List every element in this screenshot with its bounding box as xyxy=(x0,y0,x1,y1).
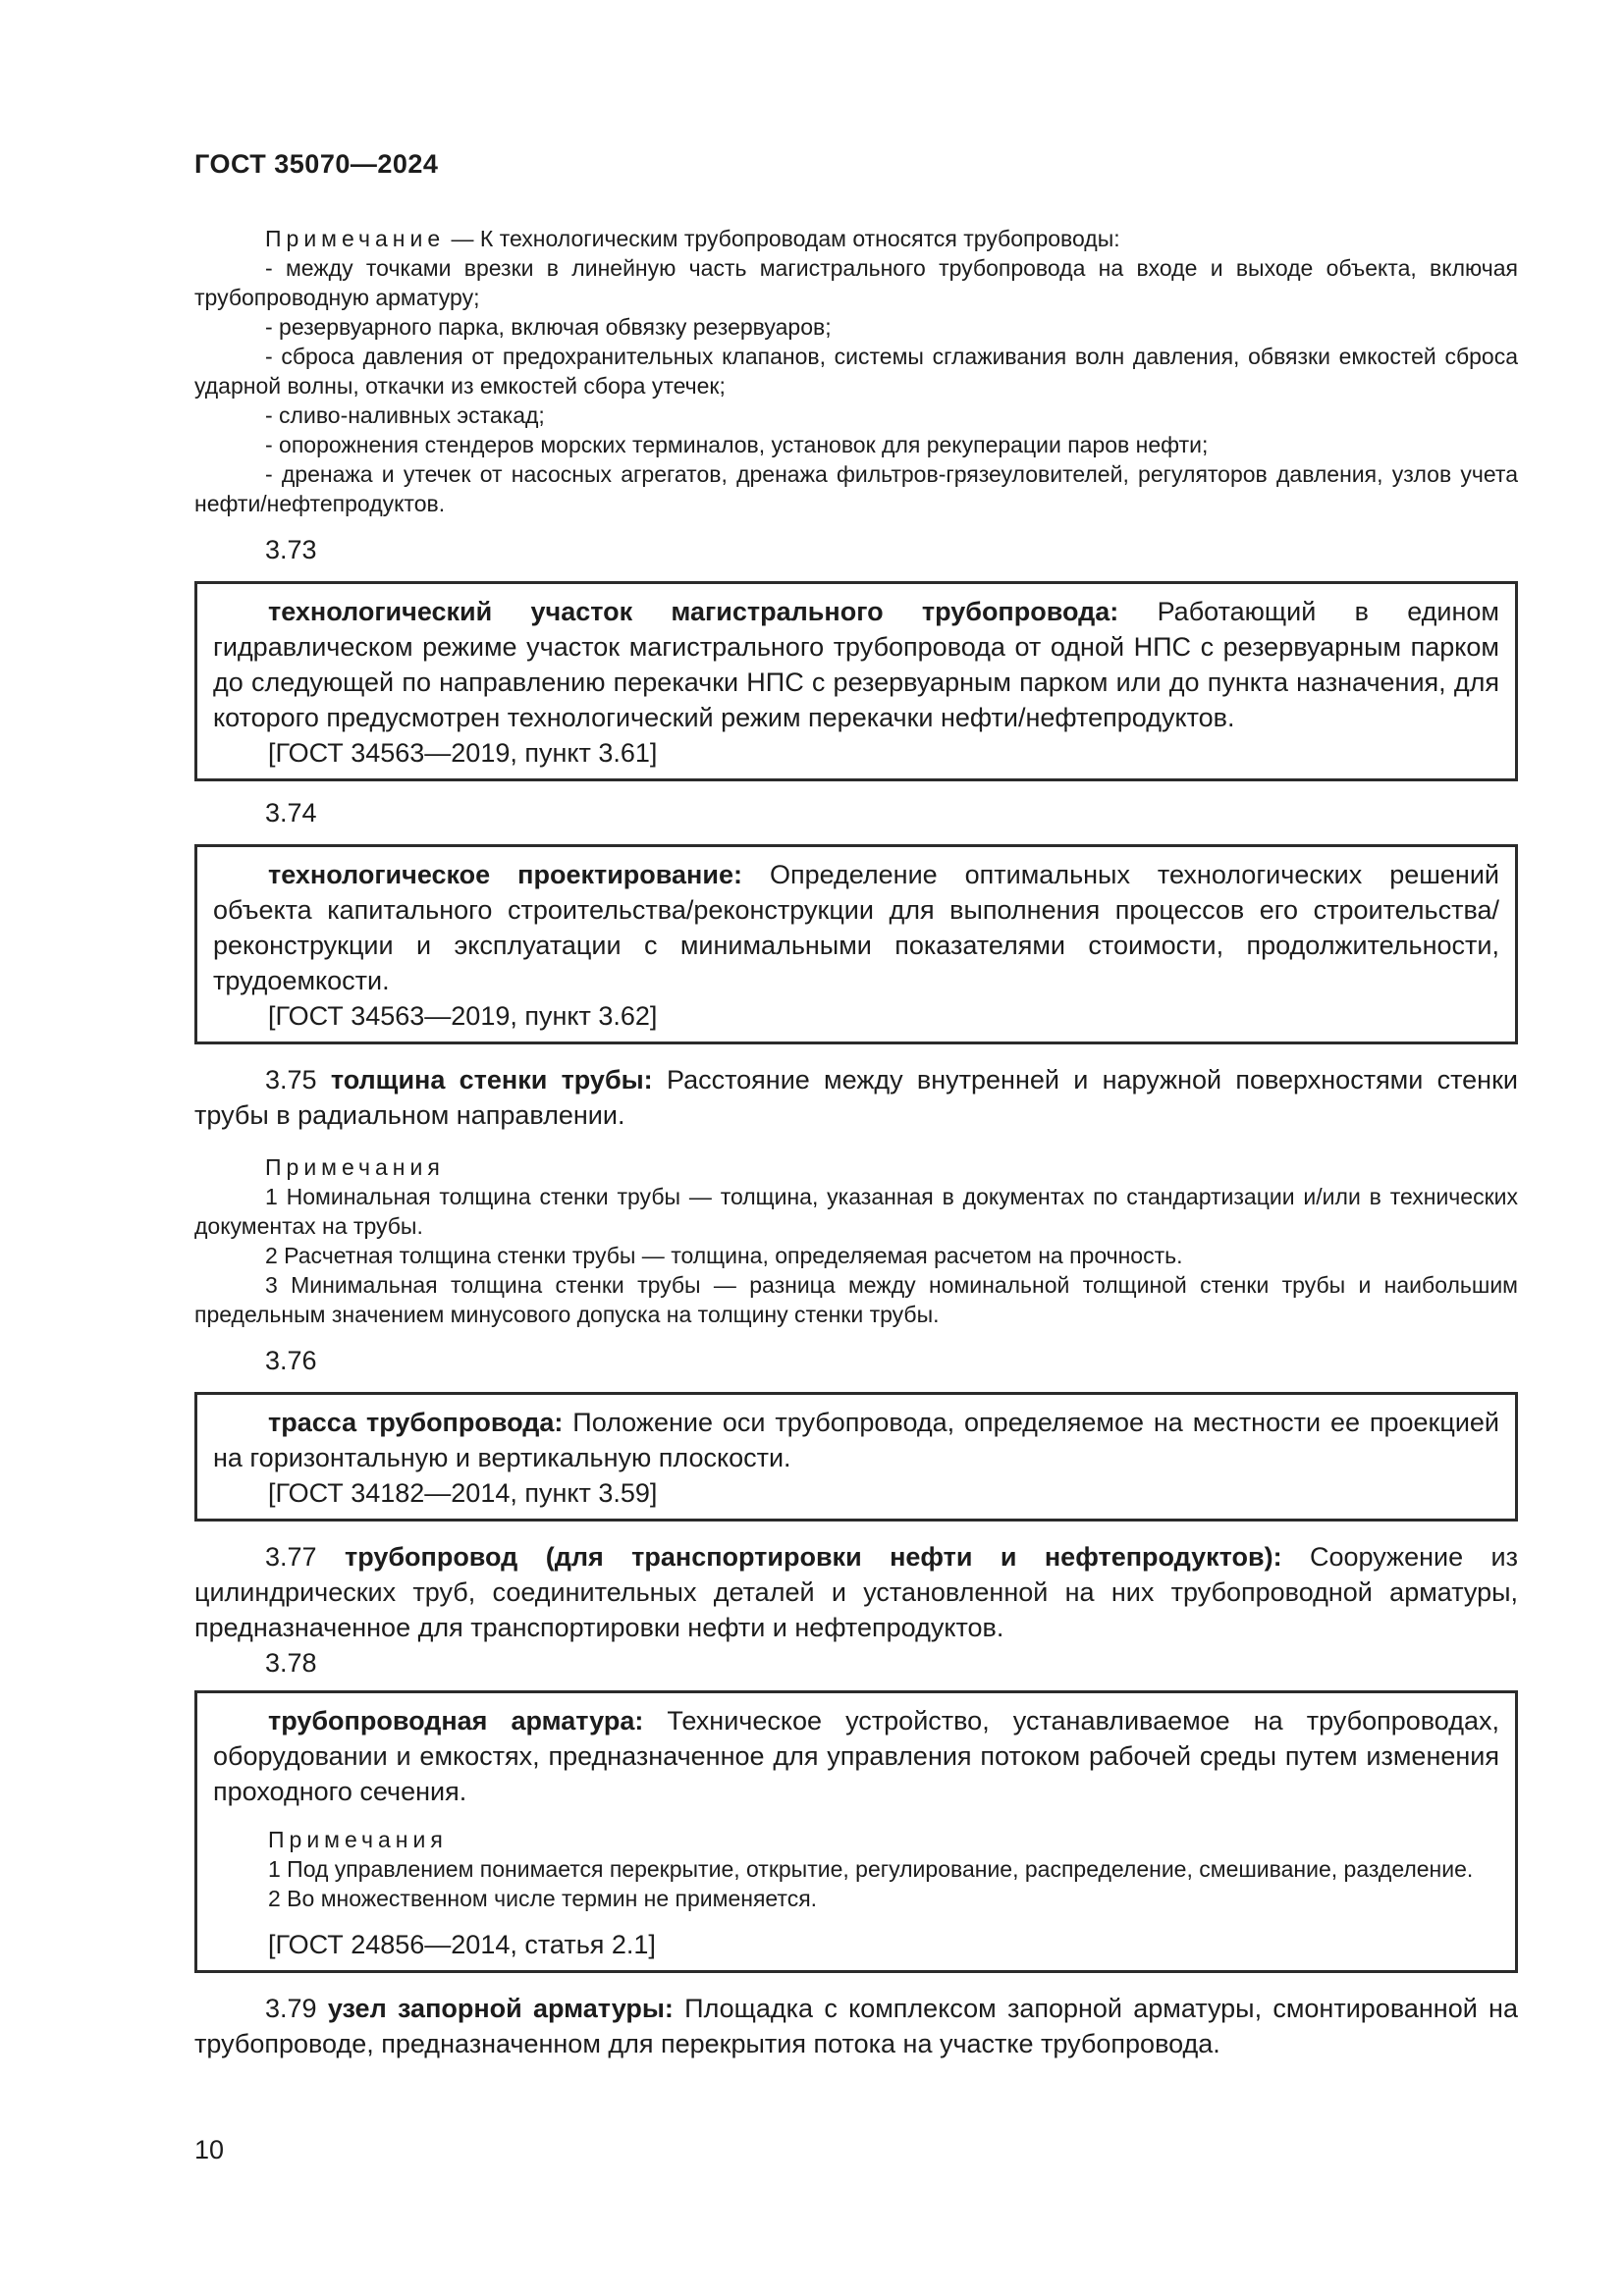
document-header: ГОСТ 35070—2024 xyxy=(194,149,439,179)
intro-note xyxy=(194,224,1518,518)
term-name: технологический участок магистрального трубопровода: xyxy=(268,597,1119,626)
term-name: узел запорной арматуры: xyxy=(327,1994,674,2023)
note-item: 2 Расчетная толщина стенки трубы — толщина, определяемая расчетом на прочность. xyxy=(265,1243,1183,1268)
term-3-77 xyxy=(194,1539,1518,1645)
term-3-78-notes xyxy=(213,1825,1499,1913)
note-item: - между точками врезки в линейную часть магистрального трубопровода на входе и выходе объекта, включая трубопроводную арматуру; xyxy=(194,255,1518,310)
note-item: 2 Во множественном числе термин не применяется. xyxy=(268,1886,818,1911)
term-name: толщина стенки трубы: xyxy=(330,1065,653,1095)
term-source: [ГОСТ 34563—2019, пункт 3.61] xyxy=(268,738,658,768)
note-item: 3 Минимальная толщина стенки трубы — разница между номинальной толщиной стенки трубы и наибольшим предельным значением минусового допуска на толщину стенки трубы. xyxy=(194,1272,1518,1327)
note-item: - дренажа и утечек от насосных агрегатов, дренажа фильтров-грязеуловителей, регуляторов давления, узлов учета нефти/нефтепродуктов. xyxy=(194,461,1518,516)
note-item: - резервуарного парка, включая обвязку резервуаров; xyxy=(265,314,832,340)
term-definition: Работающий в едином гидравлическом режиме участок магистрального трубопровода от одной НПС с резервуарным парком до следующей по направлению перекачки НПС с резервуарным парком или до пункта назначения, для которого предусмотрен технологический режим перекачки нефти/нефтепродуктов. xyxy=(213,597,1499,732)
note-text: — К технологическим трубопроводам относятся трубопроводы: xyxy=(445,226,1120,251)
term-3-75 xyxy=(194,1062,1518,1133)
term-name: трубопровод (для транспортировки нефти и нефтепродуктов): xyxy=(344,1542,1282,1572)
term-box-3-76 xyxy=(194,1392,1518,1522)
term-definition: Площадка с комплексом запорной арматуры, смонтированной на трубопроводе, предназначенном для перекрытия потока на участке трубопровода. xyxy=(194,1994,1518,2058)
term-3-79 xyxy=(194,1991,1518,2061)
term-box-3-74 xyxy=(194,844,1518,1044)
note-item: - сливо-наливных эстакад; xyxy=(265,402,545,428)
page-content xyxy=(194,224,1518,2061)
term-definition: Сооружение из цилиндрических труб, соединительных деталей и установленной на них трубопроводной арматуры, предназначенное для транспортировки нефти и нефтепродуктов. xyxy=(194,1542,1518,1642)
term-number: 3.75 xyxy=(265,1065,317,1095)
term-source: [ГОСТ 24856—2014, статья 2.1] xyxy=(268,1930,656,1959)
note-label: Примечание xyxy=(265,226,446,251)
term-source: [ГОСТ 34563—2019, пункт 3.62] xyxy=(268,1001,658,1031)
term-source: [ГОСТ 34182—2014, пункт 3.59] xyxy=(268,1478,658,1508)
term-name: технологическое проектирование: xyxy=(268,860,742,889)
note-item: 1 Номинальная толщина стенки трубы — толщина, указанная в документах по стандартизации и/или в технических документах на трубы. xyxy=(194,1184,1518,1239)
notes-label: Примечания xyxy=(268,1827,448,1852)
note-item: 1 Под управлением понимается перекрытие, открытие, регулирование, распределение, смешивание, разделение. xyxy=(268,1856,1474,1882)
term-name: трасса трубопровода: xyxy=(268,1408,564,1437)
term-box-3-73 xyxy=(194,581,1518,781)
term-number: 3.74 xyxy=(265,798,317,828)
term-number: 3.77 xyxy=(265,1542,317,1572)
note-item: - опорожнения стендеров морских терминалов, установок для рекуперации паров нефти; xyxy=(265,432,1209,457)
term-definition: Определение оптимальных технологических решений объекта капитального строительства/реконструкции для выполнения процессов его строительства/реконструкции и эксплуатации с минимальными показателями стоимости, продолжительности, трудоемкости. xyxy=(213,860,1500,995)
term-number: 3.73 xyxy=(265,535,317,564)
notes-label: Примечания xyxy=(265,1154,445,1180)
term-definition: Положение оси трубопровода, определяемое на местности ее проекцией на горизонтальную и вертикальную плоскости. xyxy=(213,1408,1500,1472)
term-number: 3.76 xyxy=(265,1346,317,1375)
note-item: - сброса давления от предохранительных клапанов, системы сглаживания волн давления, обвязки емкостей сброса ударной волны, откачки из емкостей сбора утечек; xyxy=(194,344,1518,399)
term-3-75-notes xyxy=(194,1152,1518,1329)
term-box-3-78 xyxy=(194,1690,1518,1973)
term-definition: Техническое устройство, устанавливаемое на трубопроводах, оборудовании и емкостях, предназначенное для управления потоком рабочей среды путем изменения проходного сечения. xyxy=(213,1706,1499,1806)
term-name: трубопроводная арматура: xyxy=(268,1706,644,1735)
term-number: 3.78 xyxy=(265,1648,317,1678)
term-definition: Расстояние между внутренней и наружной поверхностями стенки трубы в радиальном направлении. xyxy=(194,1065,1518,1130)
page-number: 10 xyxy=(194,2135,225,2164)
term-number: 3.79 xyxy=(265,1994,317,2023)
